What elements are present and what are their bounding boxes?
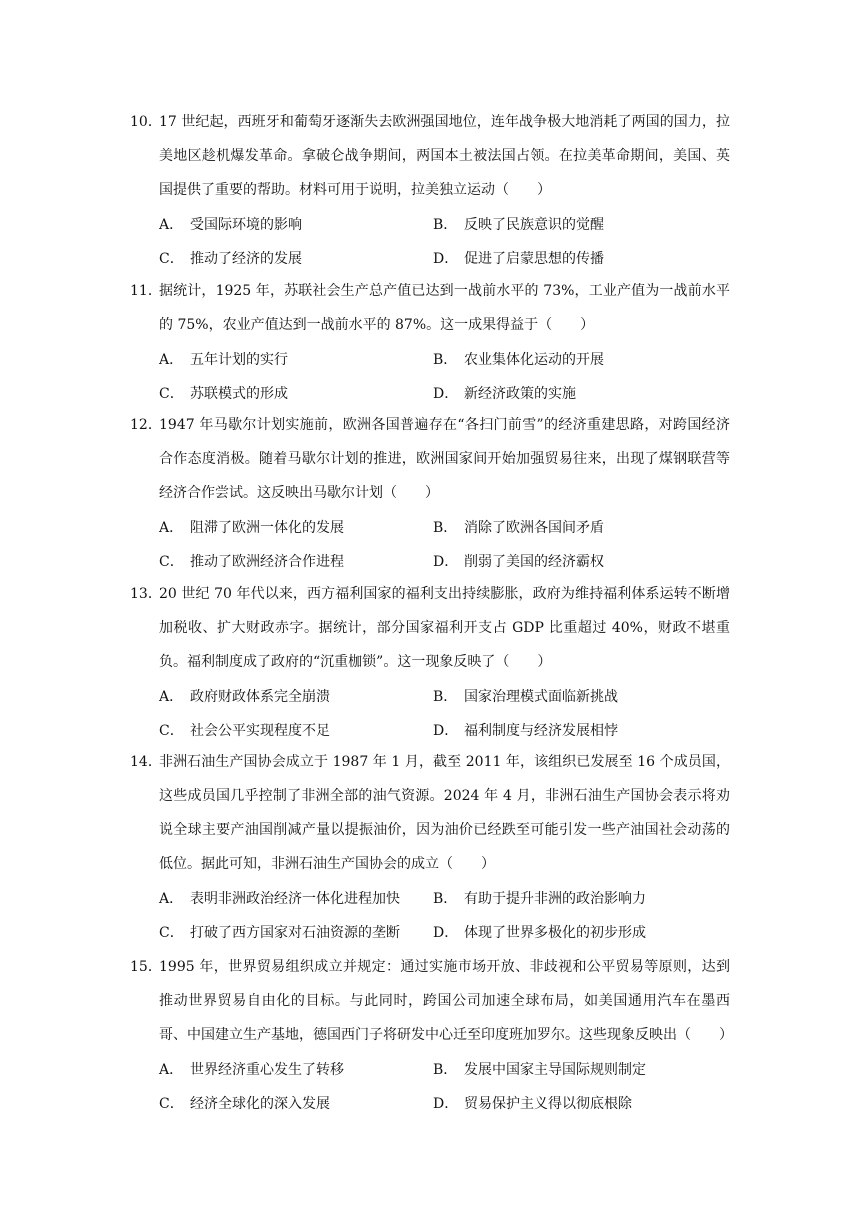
option-label: B． [433,352,458,368]
question-stem: 据统计，1925 年，苏联社会生产总产值已达到一战前水平的 73%，工业产值为一战前水平的 75%，农业产值达到一战前水平的 87%。这一成果得益于（ ） [159,283,730,333]
option-label: C． [159,925,184,941]
option-b[interactable] [433,214,707,234]
option-c[interactable] [159,383,433,403]
option-text: 政府财政体系完全崩溃 [190,689,330,705]
option-b[interactable] [433,1059,707,1079]
options [159,1052,730,1120]
question-number: 10． [130,114,162,130]
option-d[interactable] [433,383,707,403]
option-label: C． [159,554,184,570]
option-text: 社会公平实现程度不足 [190,723,330,739]
option-text: 反映了民族意识的觉醒 [464,217,604,233]
option-text: 五年计划的实行 [190,352,288,368]
option-label: D． [433,251,459,267]
option-c[interactable] [159,551,433,571]
question-number: 15． [130,959,162,975]
question-stem: 1947 年马歇尔计划实施前，欧洲各国普遍存在“各扫门前雪”的经济重建思路，对跨国经济合作态度消极。随着马歇尔计划的推进，欧洲国家间开始加强贸易往来，出现了煤钢联营等经济合作尝试。这反映出马歇尔计划（ ） [159,417,730,501]
option-label: D． [433,386,459,402]
option-c[interactable] [159,248,433,268]
option-text: 体现了世界多极化的初步形成 [464,925,646,941]
option-text: 新经济政策的实施 [464,386,576,402]
options [159,881,730,949]
option-b[interactable] [433,349,707,369]
option-text: 受国际环境的影响 [190,217,302,233]
option-label: B． [433,520,458,536]
options [159,207,730,275]
question-number: 13． [130,586,162,602]
option-b[interactable] [433,686,707,706]
question-14 [130,745,730,949]
option-text: 阻滞了欧洲一体化的发展 [190,520,344,536]
option-text: 农业集体化运动的开展 [464,352,604,368]
option-label: D． [433,925,459,941]
options [159,510,730,578]
option-label: B． [433,217,458,233]
option-d[interactable] [433,1093,707,1113]
option-label: C． [159,1096,184,1112]
option-a[interactable] [159,686,433,706]
question-10 [130,105,730,275]
option-text: 有助于提升非洲的政治影响力 [464,891,646,907]
option-text: 促进了启蒙思想的传播 [464,251,604,267]
option-label: D． [433,1096,459,1112]
option-text: 发展中国家主导国际规则制定 [464,1062,646,1078]
option-label: C． [159,723,184,739]
option-text: 表明非洲政治经济一体化进程加快 [190,891,400,907]
option-label: D． [433,723,459,739]
question-11 [130,274,730,410]
option-text: 推动了欧洲经济合作进程 [190,554,344,570]
option-a[interactable] [159,1059,433,1079]
option-d[interactable] [433,551,707,571]
option-label: A． [159,520,184,536]
question-number: 14． [130,754,162,770]
option-label: B． [433,891,458,907]
option-text: 消除了欧洲各国间矛盾 [464,520,604,536]
option-label: A． [159,891,184,907]
option-b[interactable] [433,517,707,537]
option-label: B． [433,689,458,705]
option-d[interactable] [433,922,707,942]
option-text: 贸易保护主义得以彻底根除 [464,1096,632,1112]
option-label: A． [159,1062,184,1078]
option-text: 削弱了美国的经济霸权 [464,554,604,570]
option-text: 福利制度与经济发展相悖 [464,723,618,739]
question-number: 12． [130,417,162,433]
option-text: 打破了西方国家对石油资源的垄断 [190,925,400,941]
option-text: 国家治理模式面临新挑战 [464,689,618,705]
option-label: C． [159,386,184,402]
option-b[interactable] [433,888,707,908]
option-label: D． [433,554,459,570]
option-text: 世界经济重心发生了转移 [190,1062,344,1078]
option-c[interactable] [159,1093,433,1113]
option-label: B． [433,1062,458,1078]
option-label: A． [159,689,184,705]
option-label: A． [159,217,184,233]
option-d[interactable] [433,248,707,268]
option-label: A． [159,352,184,368]
question-13 [130,577,730,747]
option-a[interactable] [159,888,433,908]
question-stem: 1995 年，世界贸易组织成立并规定：通过实施市场开放、非歧视和公平贸易等原则，达到推动世界贸易自由化的目标。与此同时，跨国公司加速全球布局，如美国通用汽车在墨西哥、中国建立生产基地，德国西门子将研发中心迁至印度班加罗尔。这些现象反映出（ ） [159,959,733,1043]
question-12 [130,408,730,578]
question-stem: 非洲石油生产国协会成立于 1987 年 1 月，截至 2011 年，该组织已发展至 16 个成员国，这些成员国几乎控制了非洲全部的油气资源。2024 年 4 月，非洲石油生产国协会表示将劝说全球主要产油国削减产量以提振油价，因为油价已经跌至可能引发一些产油国社会动荡的低位。据此可知，非洲石油生产国协会的成立（ ） [159,754,730,872]
option-d[interactable] [433,720,707,740]
option-text: 苏联模式的形成 [190,386,288,402]
question-stem: 20 世纪 70 年代以来，西方福利国家的福利支出持续膨胀，政府为维持福利体系运转不断增加税收、扩大财政赤字。据统计，部分国家福利开支占 GDP 比重超过 40%，财政不堪重负。福利制度成了政府的“沉重枷锁”。这一现象反映了（ ） [159,586,730,670]
question-stem: 17 世纪起，西班牙和葡萄牙逐渐失去欧洲强国地位，连年战争极大地消耗了两国的国力，拉美地区趁机爆发革命。拿破仑战争期间，两国本土被法国占领。在拉美革命期间，美国、英国提供了重要的帮助。材料可用于说明，拉美独立运动（ ） [159,114,730,198]
option-text: 经济全球化的深入发展 [190,1096,330,1112]
option-c[interactable] [159,922,433,942]
option-label: C． [159,251,184,267]
option-a[interactable] [159,349,433,369]
option-text: 推动了经济的发展 [190,251,302,267]
question-number: 11． [130,283,162,299]
option-a[interactable] [159,214,433,234]
options [159,679,730,747]
options [159,342,730,410]
question-15 [130,950,733,1120]
option-a[interactable] [159,517,433,537]
option-c[interactable] [159,720,433,740]
